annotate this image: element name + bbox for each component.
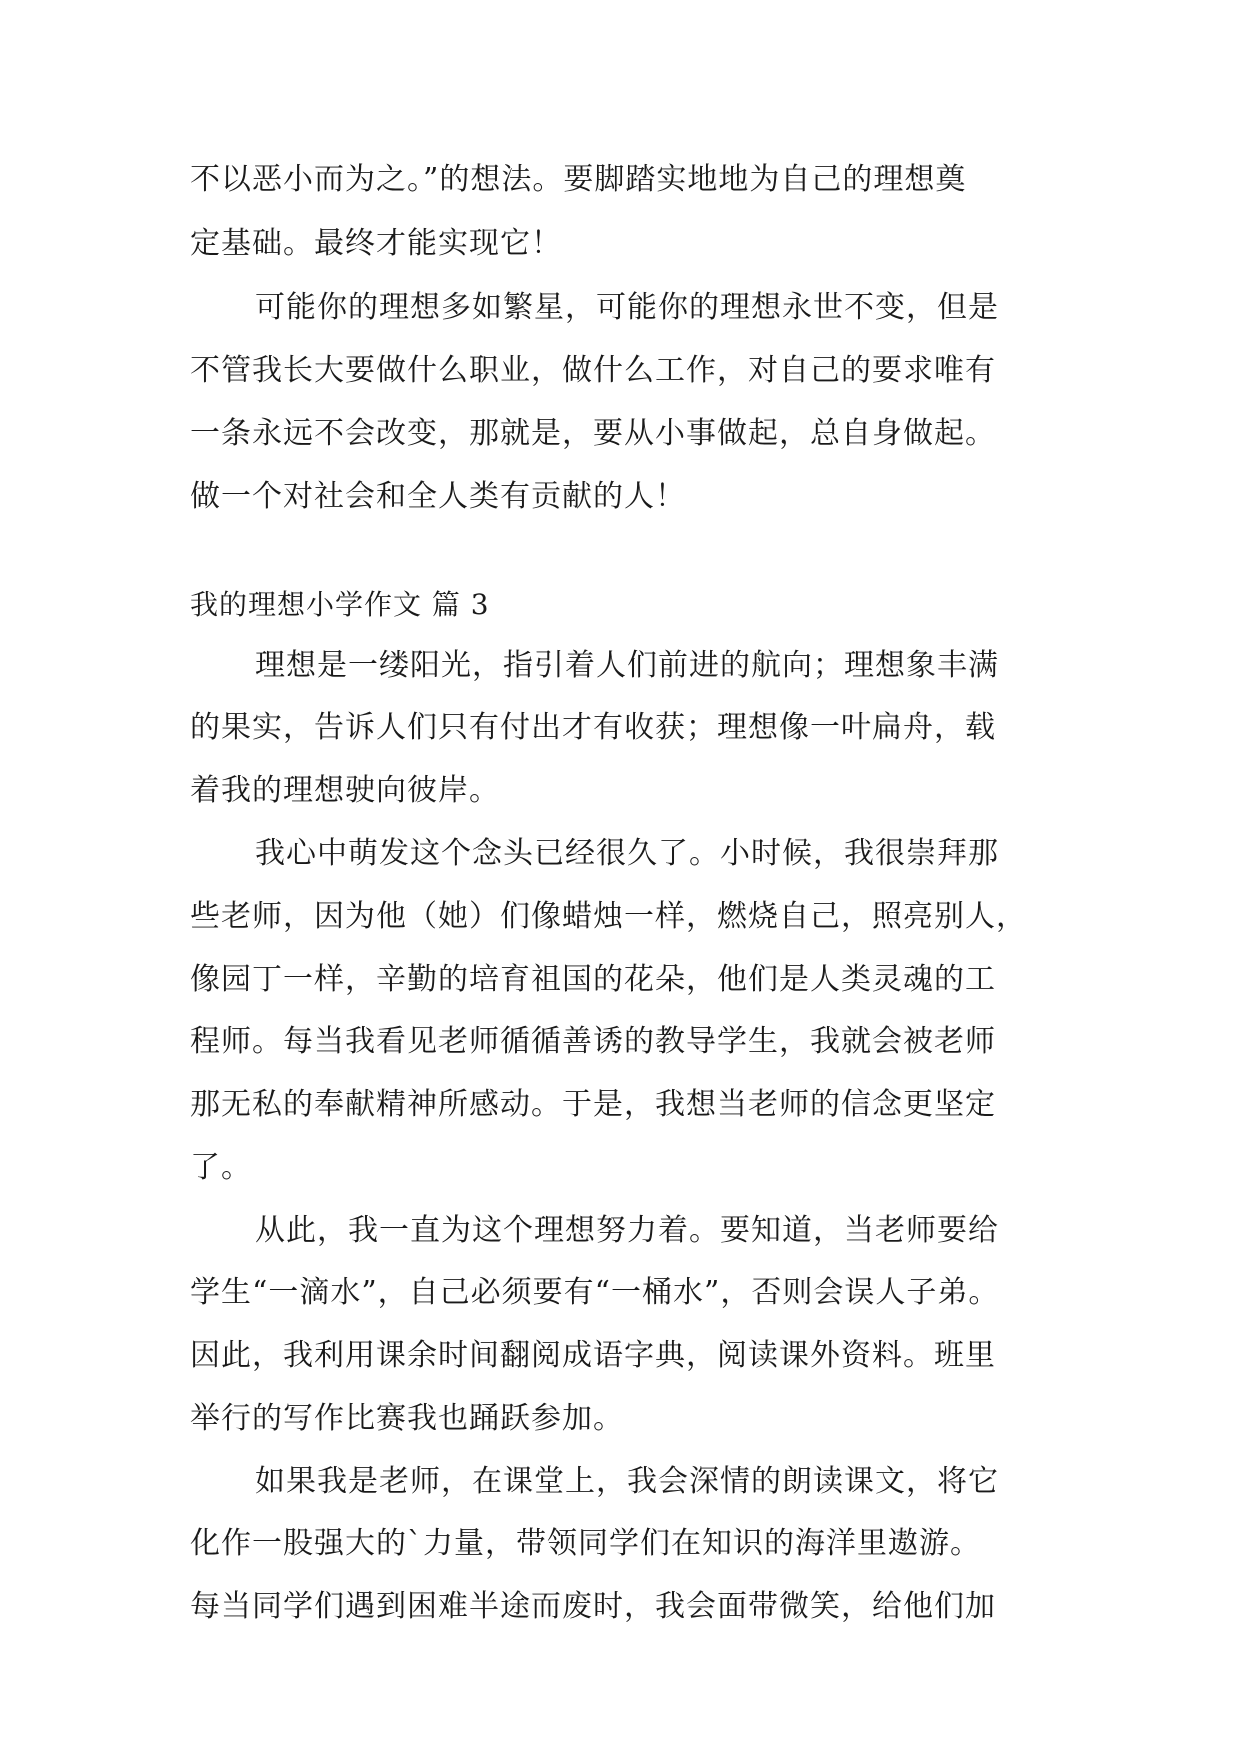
text-line: 不以恶小而为之。”的想法。要脚踏实地地为自己的理想奠 xyxy=(190,162,967,197)
text-line: 定基础。最终才能实现它！ xyxy=(190,226,562,261)
section-heading: 我的理想小学作文 篇 3 xyxy=(190,588,490,621)
text-line: 做一个对社会和全人类有贡献的人！ xyxy=(190,479,686,514)
text-line: 因此，我利用课余时间翻阅成语字典，阅读课外资料。班里 xyxy=(190,1338,996,1373)
paragraph-first-line: 我心中萌发这个念头已经很久了。小时候，我很崇拜那 xyxy=(255,836,999,871)
paragraph-first-line: 理想是一缕阳光，指引着人们前进的航向；理想象丰满 xyxy=(255,648,999,683)
text-line: 举行的写作比赛我也踊跃参加。 xyxy=(190,1401,624,1436)
text-line: 学生“一滴水”，自己必须要有“一桶水”，否则会误人子弟。 xyxy=(190,1275,1000,1310)
paragraph-first-line: 如果我是老师，在课堂上，我会深情的朗读课文，将它 xyxy=(255,1464,999,1499)
text-line: 的果实，告诉人们只有付出才有收获；理想像一叶扁舟，载 xyxy=(190,710,996,745)
paragraph-first-line: 从此，我一直为这个理想努力着。要知道，当老师要给 xyxy=(255,1213,999,1248)
text-line: 着我的理想驶向彼岸。 xyxy=(190,773,500,808)
text-line: 每当同学们遇到困难半途而废时，我会面带微笑，给他们加 xyxy=(190,1589,996,1624)
text-line: 不管我长大要做什么职业，做什么工作，对自己的要求唯有 xyxy=(190,353,996,388)
text-line: 些老师，因为他（她）们像蜡烛一样，燃烧自己，照亮别人， xyxy=(190,899,1027,934)
text-line: 一条永远不会改变，那就是，要从小事做起，总自身做起。 xyxy=(190,416,996,451)
text-line: 像园丁一样，辛勤的培育祖国的花朵，他们是人类灵魂的工 xyxy=(190,962,996,997)
text-line: 程师。每当我看见老师循循善诱的教导学生，我就会被老师 xyxy=(190,1024,996,1059)
paragraph-first-line: 可能你的理想多如繁星，可能你的理想永世不变，但是 xyxy=(255,290,999,325)
text-line: 了。 xyxy=(190,1150,252,1185)
text-line: 化作一股强大的`力量，带领同学们在知识的海洋里遨游。 xyxy=(190,1526,981,1561)
text-line: 那无私的奉献精神所感动。于是，我想当老师的信念更坚定 xyxy=(190,1087,996,1122)
